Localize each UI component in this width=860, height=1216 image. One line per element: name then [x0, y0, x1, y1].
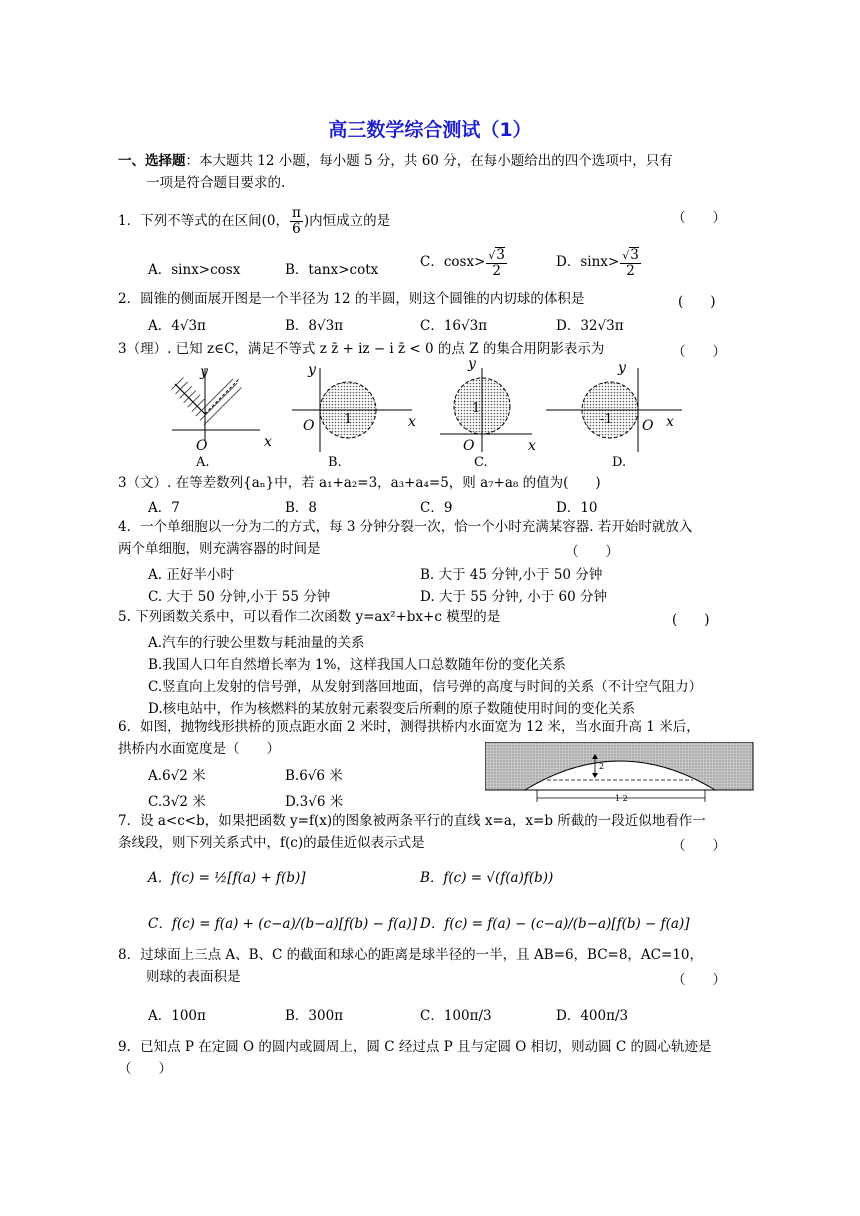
question-3-wen-option-b[interactable]: B．8: [285, 500, 318, 516]
question-9-paren: （ ）: [118, 1061, 172, 1077]
figure-a-y-label: y: [200, 364, 208, 380]
figure-a-x-label: x: [264, 434, 272, 450]
question-1-stem: 1．下列不等式的在区间(0， $\frac{\pi}{6}$ )内恒成立的是: [118, 205, 391, 237]
question-8-option-a[interactable]: A．100π: [148, 1008, 206, 1024]
question-3-wen-option-c[interactable]: C．9: [420, 500, 453, 516]
figure-a[interactable]: [170, 364, 272, 470]
figure-a-label: A.: [196, 455, 210, 470]
question-6-option-c[interactable]: C.3√2 米: [148, 794, 206, 810]
question-3-wen-stem: 3（文）. 在等差数列{aₙ}中，若 a₁+a₂=3，a₃+a₄=5，则 a₇+a₈ 的值为( ): [118, 475, 601, 491]
question-6-option-b[interactable]: B.6√6 米: [285, 768, 343, 784]
question-1-option-a[interactable]: A．sinx>cosx: [148, 262, 241, 278]
question-8-option-b[interactable]: B．300π: [285, 1008, 344, 1024]
question-5-option-b[interactable]: B.我国人口年自然增长率为 1%，这样我国人口总数随年份的变化关系: [148, 657, 566, 673]
question-4-stem-2: 两个单细胞，则充满容器的时间是: [118, 541, 321, 557]
figure-c-label: C.: [474, 455, 488, 470]
question-2-paren: ( ): [678, 294, 716, 310]
question-8-paren: （ ）: [672, 972, 726, 988]
svg-text:O: O: [463, 438, 475, 454]
question-8-option-d[interactable]: D．400π/3: [556, 1008, 629, 1024]
figure-d[interactable]: [546, 360, 682, 470]
question-7-option-d[interactable]: D．f(c) = f(a) − (c−a)/(b−a)[f(b) − f(a)]: [420, 916, 690, 932]
question-3-li-stem: 3（理）. 已知 z∈C，满足不等式 z z̄ + iz − i z̄ < 0 的点 Z 的集合用阴影表示为: [118, 341, 605, 357]
question-8-option-c[interactable]: C．100π/3: [420, 1008, 492, 1024]
svg-text:y: y: [468, 358, 476, 372]
svg-text:O: O: [303, 418, 315, 434]
question-7-option-b[interactable]: B．f(c) = √(f(a)f(b)): [420, 870, 554, 886]
bridge-figure: [485, 742, 755, 802]
question-4-paren: （ ）: [565, 544, 619, 560]
svg-text:x: x: [528, 438, 536, 454]
svg-text:-1: -1: [600, 412, 613, 427]
question-1-option-b[interactable]: B．tanx>cotx: [285, 262, 379, 278]
question-5-stem: 5. 下列函数关系中，可以看作二次函数 y=ax²+bx+c 模型的是: [118, 609, 501, 625]
question-5-option-a[interactable]: A.汽车的行驶公里数与耗油量的关系: [148, 635, 365, 651]
section-desc-2: 一项是符合题目要求的.: [146, 175, 286, 191]
svg-text:y: y: [308, 362, 316, 378]
figure-c[interactable]: [440, 358, 536, 470]
section-label: 一、选择题: [118, 153, 186, 169]
page-title: 高三数学综合测试（1）: [328, 119, 532, 141]
svg-text:x: x: [666, 414, 674, 430]
question-2-option-d[interactable]: D．32√3π: [556, 318, 624, 334]
question-4-stem-1: 4．一个单细胞以一分为二的方式，每 3 分钟分裂一次，恰一个小时充满某容器. 若开始时就放入: [118, 519, 693, 535]
question-8-stem-1: 8．过球面上三点 A、B、C 的截面和球心的距离是球半径的一半，且 AB=6，BC=8，AC=10，: [118, 947, 704, 963]
question-7-stem-2: 条线段，则下列关系式中，f(c)的最佳近似表示式是: [118, 835, 425, 851]
question-7-option-a[interactable]: A．f(c) = ½[f(a) + f(b)]: [148, 870, 306, 886]
question-4-option-c[interactable]: C. 大于 50 分钟,小于 55 分钟: [148, 589, 331, 605]
section-desc-1: ：本大题共 12 小题，每小题 5 分，共 60 分，在每小题给出的四个选项中，只有: [185, 153, 673, 169]
question-5-option-d[interactable]: D.核电站中，作为核燃料的某放射元素裂变后所剩的原子数随使用时间的变化关系: [148, 701, 636, 717]
question-6-stem-2: 拱桥内水面宽度是（ ）: [118, 741, 280, 757]
question-3-figures: [160, 358, 700, 470]
question-4-option-a[interactable]: A. 正好半小时: [148, 567, 234, 583]
question-8-stem-2: 则球的表面积是: [146, 969, 241, 985]
svg-text:O: O: [642, 418, 654, 434]
question-7-paren: （ ）: [672, 838, 726, 854]
question-5-paren: ( ): [672, 612, 710, 628]
bridge-width-label: 1 2: [615, 794, 628, 802]
figure-b-label: B.: [328, 455, 342, 470]
figure-a-origin-label: O: [196, 438, 208, 454]
bridge-height-label: 2: [599, 762, 605, 771]
question-6-option-d[interactable]: D.3√6 米: [285, 794, 344, 810]
question-4-option-d[interactable]: D. 大于 55 分钟, 小于 60 分钟: [420, 589, 608, 605]
section-intro: [118, 152, 673, 170]
svg-text:y: y: [618, 360, 626, 376]
figure-d-label: D.: [612, 455, 627, 470]
question-6-stem-1: 6．如图，抛物线形拱桥的顶点距水面 2 米时，测得拱桥内水面宽为 12 米，当水面升高 1 米后，: [118, 719, 700, 735]
question-7-option-c[interactable]: C．f(c) = f(a) + (c−a)/(b−a)[f(b) − f(a)]: [148, 916, 418, 932]
question-6-option-a[interactable]: A.6√2 米: [148, 768, 206, 784]
question-3-wen-option-d[interactable]: D．10: [556, 500, 598, 516]
question-1-option-d[interactable]: D．sinx> $\frac{√3}{2}$: [556, 246, 639, 279]
question-5-option-c[interactable]: C.竖直向上发射的信号弹，从发射到落回地面，信号弹的高度与时间的关系（不计空气阻力）: [148, 679, 703, 695]
question-2-option-a[interactable]: A．4√3π: [148, 318, 206, 334]
question-9-stem: 9．已知点 P 在定圆 O 的圆内或圆周上，圆 C 经过点 P 且与定圆 O 相切，则动圆 C 的圆心轨迹是: [118, 1039, 712, 1055]
question-7-stem-1: 7．设 a<c<b，如果把函数 y=f(x)的图象被两条平行的直线 x=a，x=b 所截的一段近似地看作一: [118, 813, 706, 829]
question-1-option-c[interactable]: C．cosx> $\frac{√3}{2}$: [420, 246, 505, 279]
question-2-option-c[interactable]: C．16√3π: [420, 318, 488, 334]
svg-text:x: x: [408, 414, 416, 430]
question-1-paren: （ ）: [672, 210, 726, 226]
question-3-li-paren: （ ）: [672, 344, 726, 360]
question-2-stem: 2．圆锥的侧面展开图是一个半径为 12 的半圆，则这个圆锥的内切球的体积是: [118, 291, 585, 307]
svg-text:1: 1: [472, 401, 481, 416]
question-4-option-b[interactable]: B. 大于 45 分钟,小于 50 分钟: [420, 567, 603, 583]
question-3-wen-option-a[interactable]: A．7: [148, 500, 180, 516]
svg-text:1: 1: [344, 412, 353, 427]
question-2-option-b[interactable]: B．8√3π: [285, 318, 344, 334]
figure-b[interactable]: [292, 362, 416, 470]
